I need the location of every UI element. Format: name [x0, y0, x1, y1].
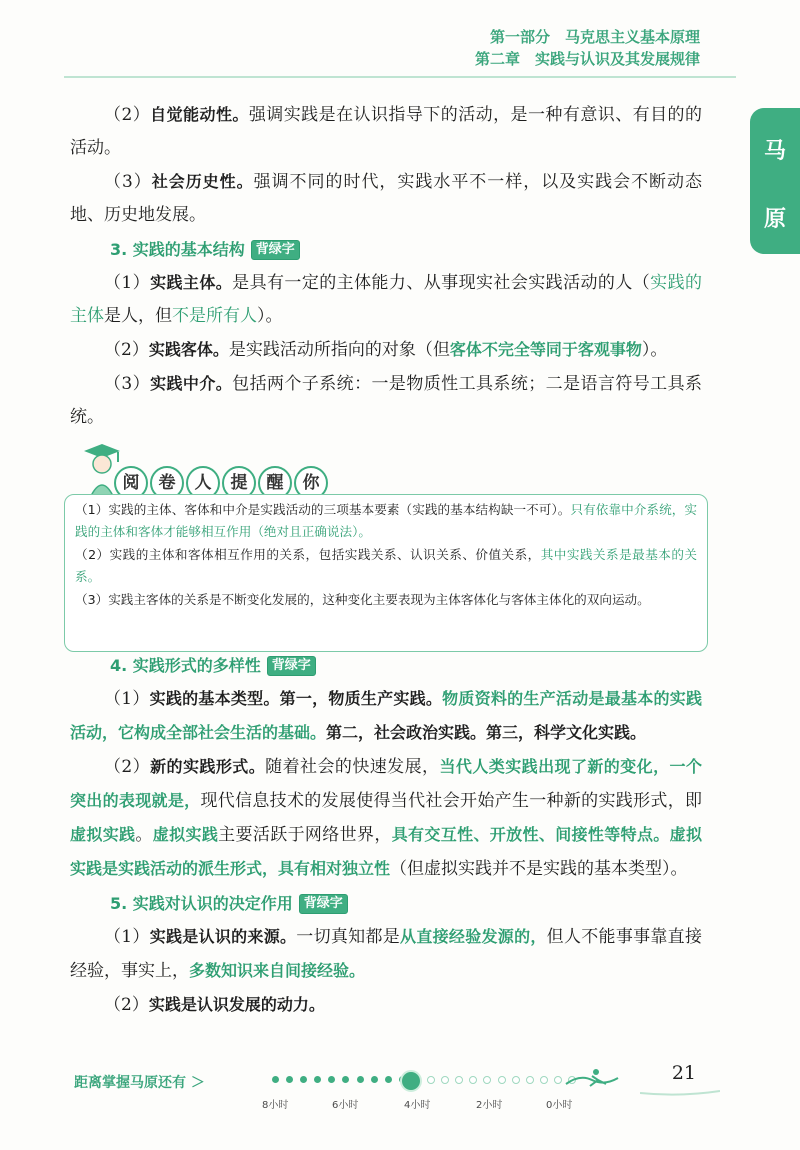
page-number: 21	[671, 1062, 696, 1084]
term: 自觉能动性。	[150, 105, 249, 124]
progress-dot-filled	[342, 1076, 349, 1083]
reviewer-reminder-box	[64, 448, 708, 644]
memorize-badge: 背绿字	[299, 894, 348, 914]
progress-dot-filled	[314, 1076, 321, 1083]
title-char: 阅	[114, 466, 148, 500]
section-heading: 4. 实践形式的多样性 背绿字	[70, 650, 702, 682]
progress-dot-empty	[498, 1076, 506, 1084]
progress-dot-empty	[483, 1076, 491, 1084]
term: 实践是认识的来源。	[149, 927, 297, 946]
memorize-badge: 背绿字	[267, 656, 316, 676]
page-number-underline	[640, 1090, 720, 1096]
term: 实践客体。	[148, 340, 229, 359]
term: 实践是认识发展的动力。	[148, 995, 325, 1014]
progress-dot-filled	[371, 1076, 378, 1083]
section-heading: 5. 实践对认识的决定作用 背绿字	[70, 888, 702, 920]
paragraph: （1）实践是认识的来源。一切真知都是从直接经验发源的，但人不能事事靠直接经验，事实上，多数知识来自间接经验。	[70, 927, 702, 981]
side-tab	[750, 108, 800, 254]
progress-dot-empty	[455, 1076, 463, 1084]
progress-dot-empty	[441, 1076, 449, 1084]
study-progress-track	[262, 1066, 632, 1112]
paragraph: （1）实践的基本类型。第一，物质生产实践。物质资料的生产活动是最基本的实践活动，它构成全部社会生活的基础。第二，社会政治实践。第三，科学文化实践。	[70, 689, 702, 742]
side-tab-char-2: 原	[763, 207, 786, 232]
term: 社会历史性。	[151, 172, 254, 191]
term: 实践的基本类型。第一，物质生产实践。	[149, 689, 443, 708]
title-char: 卷	[150, 466, 184, 500]
main-content	[70, 98, 702, 1022]
section-heading: 3. 实践的基本结构 背绿字	[70, 234, 702, 266]
progress-dot-filled	[286, 1076, 293, 1083]
reminder-body	[64, 494, 708, 652]
progress-dot-empty	[512, 1076, 520, 1084]
runner-icon	[562, 1066, 622, 1090]
progress-dot-filled	[300, 1076, 307, 1083]
tick-label: 4小时	[404, 1100, 431, 1111]
progress-dot-empty	[526, 1076, 534, 1084]
footer-progress-label: 距离掌握马原还有 ＞	[74, 1075, 205, 1091]
progress-dot-filled	[328, 1076, 335, 1083]
progress-dot-empty	[469, 1076, 477, 1084]
title-char: 你	[294, 466, 328, 500]
memorize-badge: 背绿字	[251, 240, 300, 260]
paragraph: （3）实践中介。包括两个子系统：一是物质性工具系统；二是语言符号工具系统。	[70, 374, 702, 427]
progress-dot-filled	[385, 1076, 392, 1083]
progress-dot-empty	[554, 1076, 562, 1084]
title-char: 提	[222, 466, 256, 500]
title-char: 醒	[258, 466, 292, 500]
reminder-item-2: （2）实践的主体和客体相互作用的关系，包括实践关系、认识关系、价值关系，其中实践关系是最基本的关系。	[75, 546, 698, 585]
term: 实践主体。	[150, 273, 233, 292]
tick-label: 8小时	[262, 1100, 289, 1111]
paragraph: （2）实践是认识发展的动力。	[104, 995, 325, 1015]
tick-label: 0小时	[546, 1100, 573, 1111]
header-part: 第一部分 马克思主义基本原理	[489, 28, 700, 46]
term: 实践中介。	[150, 374, 233, 393]
paragraph: （2）实践客体。是实践活动所指向的对象（但客体不完全等同于客观事物）。	[104, 340, 668, 360]
progress-dot-filled	[357, 1076, 364, 1083]
progress-dot-empty	[540, 1076, 548, 1084]
header-chapter: 第二章 实践与认识及其发展规律	[474, 50, 700, 68]
paragraph: （1）实践主体。是具有一定的主体能力、从事现实社会实践活动的人（实践的主体是人，但不是所有人）。	[70, 273, 703, 326]
paragraph: （3）社会历史性。强调不同的时代，实践水平不一样，以及实践会不断动态地、历史地发展。	[70, 172, 702, 225]
reminder-item-1: （1）实践的主体、客体和中介是实践活动的三项基本要素（实践的基本结构缺一不可）。只有依靠中介系统，实践的主体和客体才能够相互作用（绝对且正确说法）。	[75, 502, 698, 540]
tick-label: 2小时	[476, 1100, 503, 1111]
progress-marker-icon	[400, 1070, 422, 1092]
progress-dot-filled	[272, 1076, 279, 1083]
running-header	[475, 26, 700, 70]
progress-dot-empty	[427, 1076, 435, 1084]
tick-label: 6小时	[332, 1100, 359, 1111]
paragraph: （2）自觉能动性。强调实践是在认识指导下的活动，是一种有意识、有目的的活动。	[70, 105, 702, 158]
paragraph: （2）新的实践形式。随着社会的快速发展，当代人类实践出现了新的变化，一个突出的表现就是，现代信息技术的发展使得当代社会开始产生一种新的实践形式，即虚拟实践。虚拟实践主要活跃于网络世界，具有交互性、开放性、间接性等特点。虚拟实践是实践活动的派生形式，具有相对独立性（但虚拟实践并不是实践的基本类型）。	[70, 757, 702, 879]
side-tab-char-1: 马	[763, 139, 786, 164]
header-divider	[64, 76, 736, 78]
term: 新的实践形式。	[150, 757, 266, 776]
reminder-item-3: （3）实践主客体的关系是不断变化发展的，这种变化主要表现为主体客体化与客体主体化的双向运动。	[75, 591, 650, 607]
title-char: 人	[186, 466, 220, 500]
